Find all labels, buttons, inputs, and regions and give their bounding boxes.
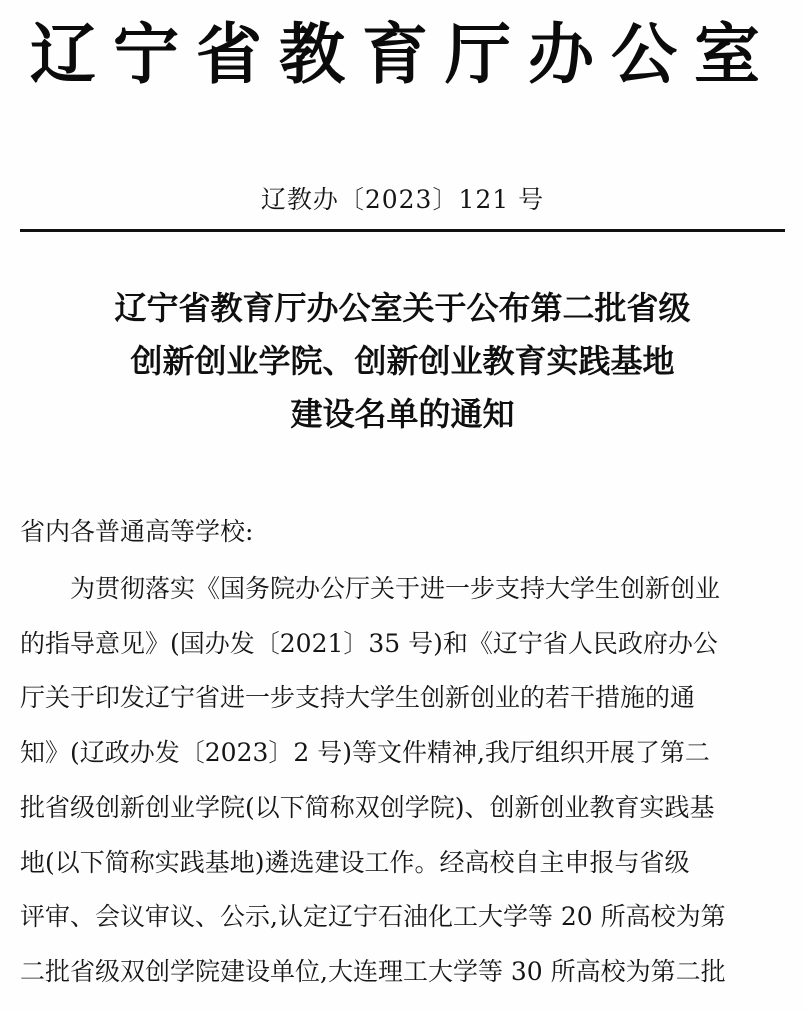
body-line: 地(以下简称实践基地)遴选建设工作。经高校自主申报与省级 [20,847,690,877]
body-line: 为贯彻落实《国务院办公厅关于进一步支持大学生创新创业 [70,574,721,603]
body-text [20,562,800,1000]
body-line: 的指导意见》(国办发〔2021〕35 号)和《辽宁省人民政府办公 [20,628,718,658]
body-line: 二批省级双创学院建设单位,大连理工大学等 30 所高校为第二批 [20,956,726,986]
masthead-title: 辽宁省教育厅办公室 [30,16,777,93]
body-line: 批省级创新创业学院(以下简称双创学院)、创新创业教育实践基 [20,792,715,822]
body-line: 评审、会议审议、公示,认定辽宁石油化工大学等 20 所高校为第 [20,902,726,932]
body-line: 知》(辽政办发〔2023〕2 号)等文件精神,我厅组织开展了第二 [20,738,710,768]
title-line: 辽宁省教育厅办公室关于公布第二批省级 [114,289,691,327]
header-divider [20,229,785,232]
body-line: 厅关于印发辽宁省进一步支持大学生创新创业的若干措施的通 [20,683,696,713]
title-line: 创新创业学院、创新创业教育实践基地 [130,342,675,380]
notice-title [0,282,805,441]
salutation: 省内各普通高等学校: [20,517,254,546]
title-line: 建设名单的通知 [290,395,515,433]
document-number: 辽教办〔2023〕121 号 [260,185,545,214]
